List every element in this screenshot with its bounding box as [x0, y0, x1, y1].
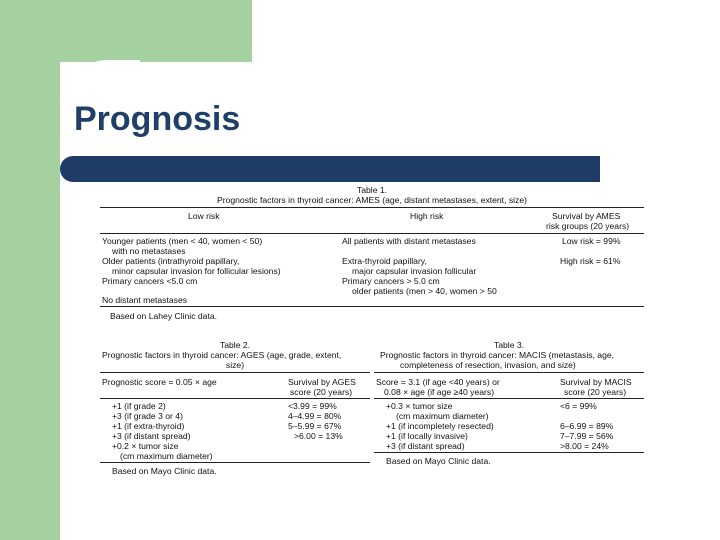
scanned-tables: [100, 182, 644, 482]
table1-low-risk-line: with no metastases: [112, 246, 186, 256]
table3-survival: 6–6.99 = 89%: [560, 421, 614, 431]
table1-high-risk-line: Extra-thyroid papillary,: [342, 256, 427, 266]
table3-rule-header: [374, 398, 644, 399]
top-accent-block: [60, 0, 252, 62]
table1-low-risk-line: minor capsular invasion for follicular lesions): [112, 266, 281, 276]
table3-factor: (cm maximum diameter): [396, 411, 489, 421]
table2-survival: <3.99 = 99%: [288, 401, 337, 411]
table3-factor: +1 (if incompletely resected): [386, 421, 494, 431]
table2-col-survival-1: Survival by AGES: [288, 377, 356, 387]
table1-col-survival-2: risk groups (20 years): [546, 221, 630, 231]
table2-rule-top: [100, 372, 370, 373]
table3-survival: 7–7.99 = 56%: [560, 431, 614, 441]
slide-title: Prognosis: [74, 100, 241, 138]
table3-caption-1: Prognostic factors in thyroid cancer: MACIS (metastasis, age,: [380, 350, 615, 360]
table2-survival: 5–5.99 = 67%: [288, 421, 342, 431]
table1-high-risk-line: older patients (men > 40, women > 50: [352, 286, 497, 296]
table1-caption: Prognostic factors in thyroid cancer: AMES (age, distant metastases, extent, size): [217, 195, 527, 205]
table1-survival-low: Low risk = 99%: [562, 236, 621, 246]
table1-high-risk-line: Primary cancers > 5.0 cm: [342, 276, 440, 286]
table3-factor: +1 (if locally invasive): [386, 431, 468, 441]
table2-factor: +0.2 × tumor size: [112, 441, 179, 451]
table3-footnote: Based on Mayo Clinic data.: [386, 456, 491, 466]
table3-caption-2: completeness of resection, invasion, and size): [400, 360, 576, 370]
table1-survival-high: High risk = 61%: [560, 256, 621, 266]
table2-heading: Table 2.: [219, 340, 251, 350]
table1-col-high-risk: High risk: [410, 211, 444, 221]
table2-col-score: Prognostic score = 0.05 × age: [102, 377, 217, 387]
table1-col-survival-1: Survival by AMES: [552, 211, 621, 221]
table3-survival: <6 = 99%: [560, 401, 597, 411]
table3-factor: +3 (if distant spread): [386, 441, 465, 451]
table2-rule-bottom: [100, 462, 370, 463]
table2-survival: 4–4.99 = 80%: [288, 411, 342, 421]
table1-low-risk-line: Older patients (intrathyroid papillary,: [102, 256, 240, 266]
table3-col-survival-1: Survival by MACIS: [560, 377, 632, 387]
table1-high-risk-line: All patients with distant metastases: [342, 236, 476, 246]
table3-col-score-1: Score = 3.1 (if age <40 years) or: [376, 377, 500, 387]
table2-factor: +3 (if grade 3 or 4): [112, 411, 183, 421]
table1-heading: Table 1.: [356, 185, 388, 195]
table1-rule-top: [100, 207, 644, 208]
table3-col-survival-2: score (20 years): [564, 387, 627, 397]
table2-caption-2: size): [225, 360, 245, 370]
table1-col-low-risk: Low risk: [188, 211, 220, 221]
table2-factor: (cm maximum diameter): [120, 451, 213, 461]
table1-low-risk-line: Younger patients (men < 40, women < 50): [102, 236, 263, 246]
table3-rule-bottom: [374, 452, 644, 453]
table2-factor: +1 (if grade 2): [112, 401, 166, 411]
table1-high-risk-line: major capsular invasion follicular: [352, 266, 477, 276]
table1-rule-header: [100, 233, 644, 234]
table3-survival: >8.00 = 24%: [560, 441, 609, 451]
table2-rule-header: [100, 398, 370, 399]
table1-low-risk-line: Primary cancers <5.0 cm: [102, 276, 198, 286]
title-underline-bar: [60, 156, 600, 182]
table3-col-score-2: 0.08 × age (if age ≥40 years): [384, 387, 495, 397]
table2-footnote: Based on Mayo Clinic data.: [112, 466, 217, 476]
table3-rule-top: [374, 372, 644, 373]
table2-col-survival-2: score (20 years): [290, 387, 353, 397]
table1-rule-bottom: [100, 306, 644, 307]
table2-factor: +1 (if extra-thyroid): [112, 421, 185, 431]
table2-factor: +3 (if distant spread): [112, 431, 191, 441]
table2-survival: >6.00 = 13%: [294, 431, 343, 441]
table2-caption-1: Prognostic factors in thyroid cancer: AGES (age, grade, extent,: [102, 350, 342, 360]
left-accent-bar: [0, 0, 60, 540]
table1-low-risk-line: No distant metastases: [102, 295, 188, 305]
table3-heading: Table 3.: [493, 340, 525, 350]
table3-factor: +0.3 × tumor size: [386, 401, 453, 411]
table1-footnote: Based on Lahey Clinic data.: [110, 311, 218, 321]
